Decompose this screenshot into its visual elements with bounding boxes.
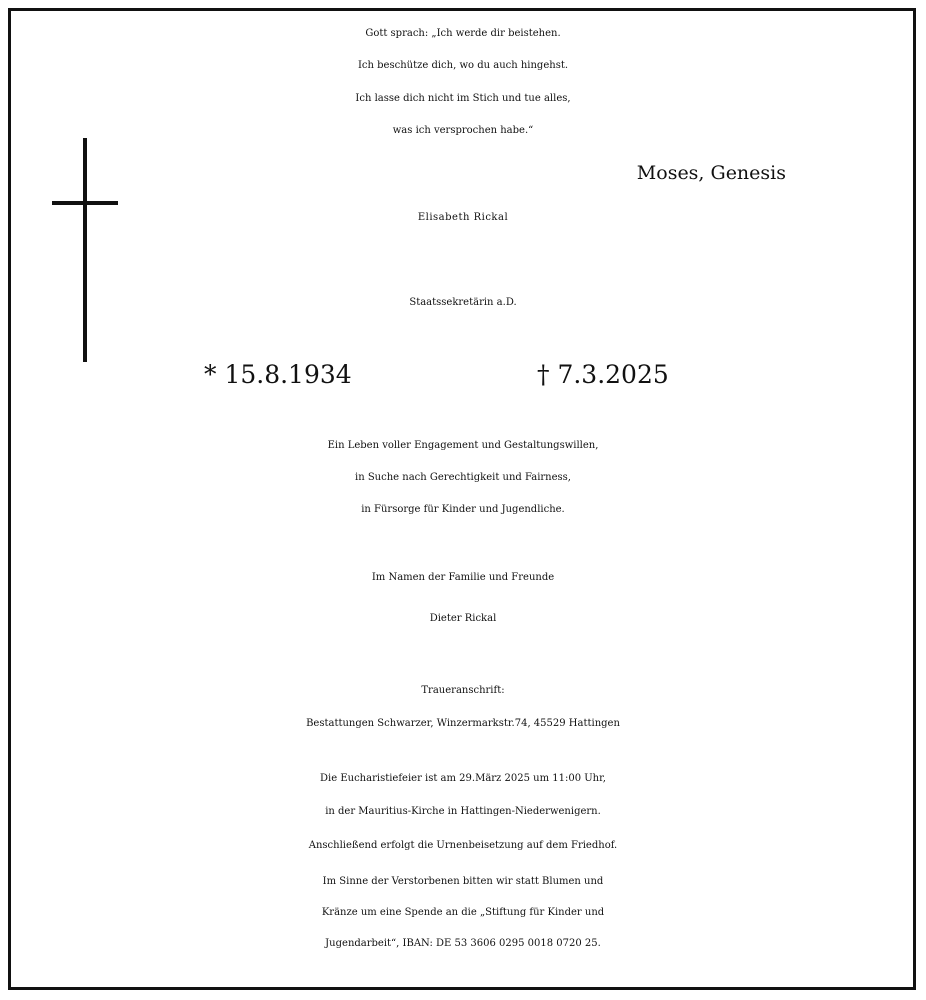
donation-line-2: Kränze um eine Spende an die „Stiftung für Kinder und (321, 907, 605, 918)
deceased-title: Staatssekretärin a.D. (409, 297, 517, 308)
quote-line-4: was ich versprochen habe.“ (392, 125, 534, 136)
cross-horizontal-bar (52, 201, 118, 205)
signed-line-2: Dieter Rickal (429, 613, 497, 624)
ceremony-line-2: in der Mauritius-Kirche in Hattingen-Niederwenigern. (325, 806, 601, 817)
quote-line-2: Ich beschütze dich, wo du auch hingehst. (357, 60, 569, 71)
death-date: † 7.3.2025 (537, 360, 669, 389)
tribute-line-1: Ein Leben voller Engagement und Gestaltungswillen, (327, 440, 599, 451)
ceremony-line-3: Anschließend erfolgt die Urnenbeisetzung auf dem Friedhof. (308, 840, 618, 851)
quote-line-1: Gott sprach: „Ich werde dir beistehen. (365, 28, 561, 39)
address-label: Traueranschrift: (421, 685, 505, 696)
quote-attribution: Moses, Genesis (636, 162, 786, 184)
tribute-line-3: in Fürsorge für Kinder und Jugendliche. (361, 504, 565, 515)
ceremony-line-1: Die Eucharistiefeier ist am 29.März 2025 um 11:00 Uhr, (320, 773, 606, 784)
birth-date: * 15.8.1934 (204, 360, 352, 389)
deceased-name: Elisabeth Rickal (417, 212, 509, 223)
donation-line-3: Jugendarbeit“, IBAN: DE 53 3606 0295 0018 0720 25. (325, 938, 601, 949)
signed-line-1: Im Namen der Familie und Freunde (371, 572, 555, 583)
tribute-line-2: in Suche nach Gerechtigkeit und Fairness, (355, 472, 571, 483)
cross-icon (52, 138, 118, 362)
address-text: Bestattungen Schwarzer, Winzermarkstr.74, 45529 Hattingen (306, 718, 620, 729)
quote-line-3: Ich lasse dich nicht im Stich und tue alles, (355, 93, 571, 104)
cross-vertical-bar (83, 138, 87, 362)
donation-line-1: Im Sinne der Verstorbenen bitten wir statt Blumen und (322, 876, 604, 887)
